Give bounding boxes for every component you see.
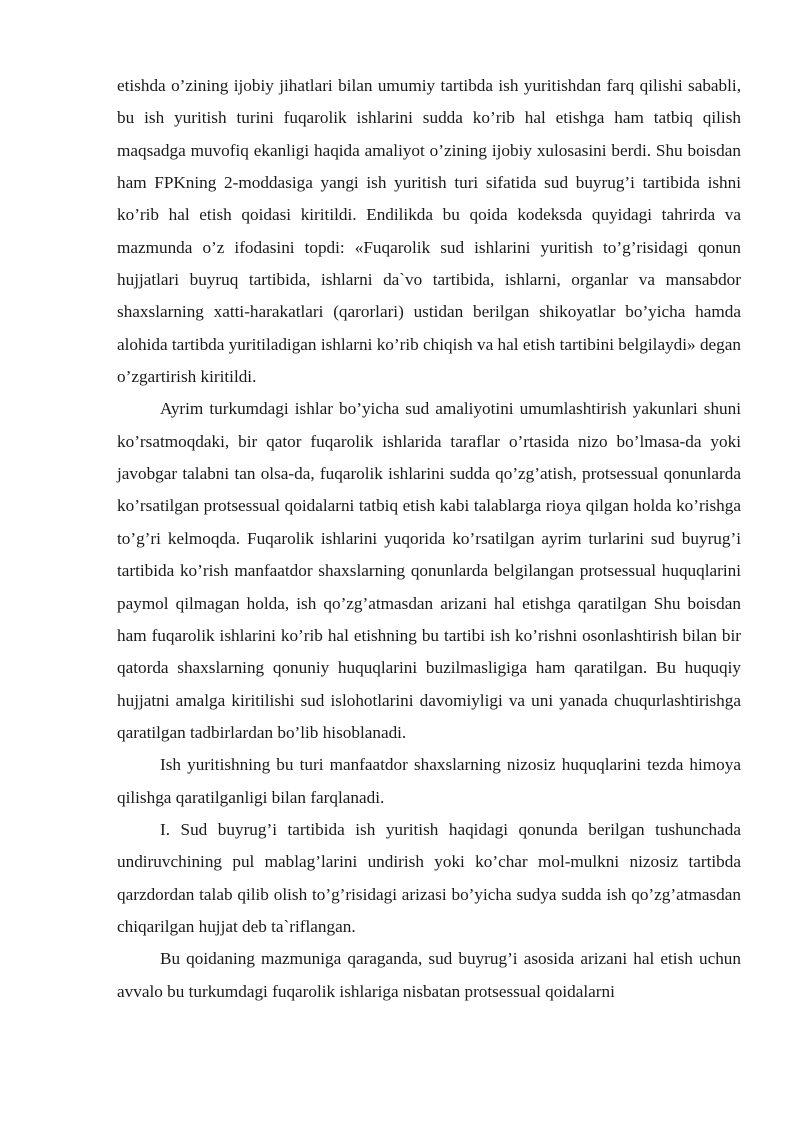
document-page: [117, 70, 741, 1008]
paragraph: I. Sud buyrug’i tartibida ish yuritish haqidagi qonunda berilgan tushunchada undiruvchining pul mablag’larini undirish yoki ko’char mol-mulkni nizosiz tartibda qarzdordan talab qilib olish to’g’risidagi arizasi bo’yicha sudya sudda ish qo’zg’atmasdan chiqarilgan hujjat deb ta`riflangan.: [117, 819, 741, 936]
paragraph: Bu qoidaning mazmuniga qaraganda, sud buyrug’i asosida arizani hal etish uchun avvalo bu turkumdagi fuqarolik ishlariga nisbatan protsessual qoidalarni: [117, 949, 741, 1001]
paragraph: Ayrim turkumdagi ishlar bo’yicha sud amaliyotini umumlashtirish yakunlari shuni ko’rsatmoqdaki, bir qator fuqarolik ishlarida taraflar o’rtasida nizo bo’lmasa-da yoki javobgar talabni tan olsa-da, fuqarolik ishlarini sudda qo’zg’atish, protsessual qonunlarda ko’rsatilgan protsessual qoidalarni tatbiq etish kabi talablarga rioya qilgan holda ko’rishga to’g’ri kelmoqda. Fuqarolik ishlarini yuqorida ko’rsatilgan ayrim turlarini sud buyrug’i tartibida ko’rish manfaatdor shaxslarning qonunlarda belgilangan protsessual huquqlarini paymol qilmagan holda, ish qo’zg’atmasdan arizani hal etishga qaratilgan Shu boisdan ham fuqarolik ishlarini ko’rib hal etishning bu tartibi ish ko’rishni osonlashtirish bilan bir qatorda shaxslarning qonuniy huquqlarini buzilmasligiga ham qaratilgan. Bu huquqiy hujjatni amalga kiritilishi sud islohotlarini davomiyligi va uni yanada chuqurlashtirishga qaratilgan tadbirlardan bo’lib hisoblanadi.: [117, 399, 741, 742]
paragraph: Ish yuritishning bu turi manfaatdor shaxslarning nizosiz huquqlarini tezda himoya qilishga qaratilganligi bilan farqlanadi.: [117, 755, 741, 807]
paragraph: etishda o’zining ijobiy jihatlari bilan umumiy tartibda ish yuritishdan farq qilishi sababli, bu ish yuritish turini fuqarolik ishlarini sudda ko’rib hal etishga ham tatbiq qilish maqsadga muvofiq ekanligi haqida amaliyot o’zining ijobiy xulosasini berdi. Shu boisdan ham FPKning 2-moddasiga yangi ish yuritish turi sifatida sud buyrug’i tartibida ishni ko’rib hal etish qoidasi kiritildi. Endilikda bu qoida kodeksda quyidagi tahrirda va mazmunda o’z ifodasini topdi: «Fuqarolik sud ishlarini yuritish to’g’risidagi qonun hujjatlari buyruq tartibida, ishlarni da`vo tartibida, ishlarni, organlar va mansabdor shaxslarning xatti-harakatlari (qarorlari) ustidan berilgan shikoyatlar bo’yicha hamda alohida tartibda yuritiladigan ishlarni ko’rib chiqish va hal etish tartibini belgilaydi» degan o’zgartirish kiritildi.: [117, 76, 741, 387]
